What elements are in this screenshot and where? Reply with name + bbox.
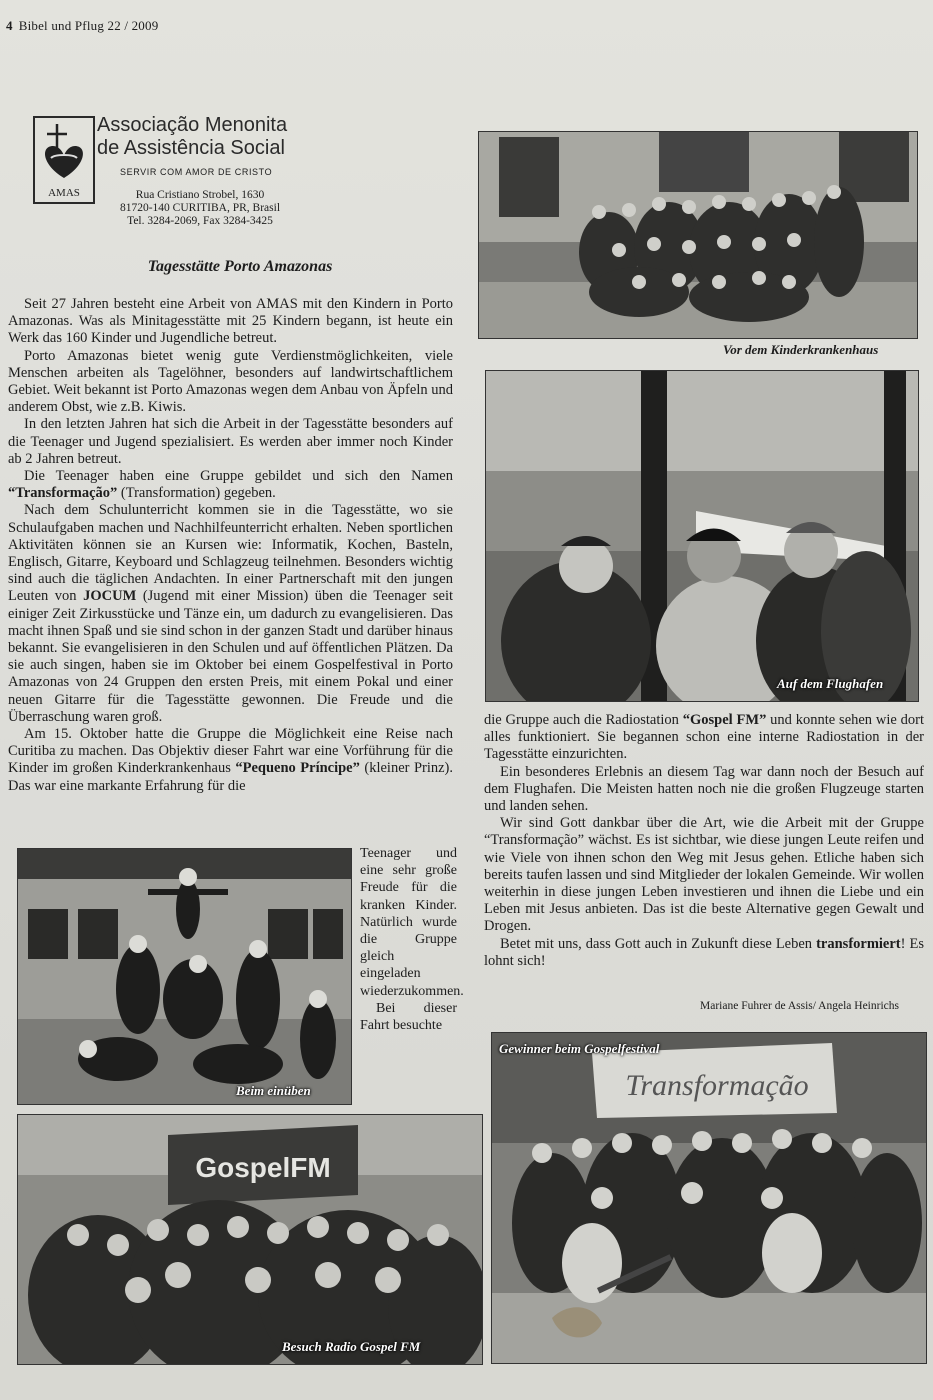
paragraph: Am 15. Oktober hatte die Gruppe die Möglichkeit eine Reise nach Curitiba zu machen. Das Objektiv dieser Fahrt war eine Vorführung für die Kinder im großen Kinderkrankenhaus “Pequeno Príncipe” (kleiner Prinz). Das war eine markante Erfahrung für die <box>8 726 454 794</box>
org-name-line2: de Assistência Social <box>97 137 285 159</box>
address-line: Rua Cristiano Strobel, 1630 <box>135 189 265 201</box>
festival-photo-image <box>492 1033 926 1363</box>
running-header <box>6 18 158 34</box>
group-photo-image <box>479 132 917 338</box>
caption-practice: Beim einüben <box>236 1083 311 1098</box>
org-address <box>100 189 300 228</box>
paragraph: Bei dieser Fahrt besuchte <box>360 1000 457 1034</box>
photo-airport <box>485 370 919 702</box>
caption-festival: Gewinner beim Gospelfestival <box>499 1041 660 1056</box>
photo-hospital-group <box>478 131 918 339</box>
paragraph: Teenager und eine sehr große Freude für die kranken Kinder. Natürlich wurde die Gruppe gleich eingeladen wiederzukommen. <box>360 846 464 999</box>
paragraph: Ein besonderes Erlebnis an diesem Tag war dann noch der Besuch auf dem Flughafen. Die Meisten hatten noch nie die großen Flugzeuge starten und landen sehen. <box>484 763 924 815</box>
caption-airport: Auf dem Flughafen <box>777 676 884 691</box>
paragraph: die Gruppe auch die Radiostation “Gospel FM” und konnte sehen wie dort alles funktioniert. Sie begannen schon eine interne Radiostation in der Tagesstätte einzurichten. <box>484 712 925 763</box>
address-line: 81720-140 CURITIBA, PR, Brasil <box>119 202 281 214</box>
caption-radio: Besuch Radio Gospel FM <box>282 1339 421 1354</box>
heart-cross-icon <box>35 118 93 202</box>
narrow-column-text <box>360 845 464 1034</box>
svg-text:Transformação: Transformação <box>625 1069 809 1102</box>
photo-practice <box>17 848 352 1105</box>
amas-logo <box>33 116 95 204</box>
svg-text:AMAS: AMAS <box>48 187 80 199</box>
paragraph: Wir sind Gott dankbar über die Art, wie die Arbeit mit der Gruppe “Transformação” wächst. Es ist sichtbar, wie diese jungen Leute reifen und wie Viele von ihnen schon den Weg mit Jesus gehen. Etliche haben sich bereits taufen lassen und sind Mitglieder der lokalen Gemeinde. Wir wollen weiterhin in diese jungen Leben investieren und ihnen die Liebe und ein Leben mit Jesus anbieten. Das ist die beste Alternative gegen Gewalt und Drogen. <box>484 815 924 935</box>
org-tagline: SERVIR COM AMOR DE CRISTO <box>120 167 273 177</box>
article-title: Tagesstätte Porto Amazonas <box>147 258 333 275</box>
photo-festival <box>491 1032 927 1364</box>
paragraph: In den letzten Jahren hat sich die Arbeit in der Tagesstätte besonders auf die Teenager und Jugend spezialisiert. Es werden aber immer noch Kinder ab 2 Jahren betreut. <box>8 416 453 467</box>
article-author: Mariane Fuhrer de Assis/ Angela Heinrichs <box>700 1000 899 1012</box>
paragraph: Betet mit uns, dass Gott auch in Zukunft diese Leben transformiert! Es lohnt sich! <box>484 935 924 969</box>
left-column-text <box>8 296 453 795</box>
caption-hospital: Vor dem Kinderkrankenhaus <box>723 342 879 357</box>
practice-photo-image <box>18 849 351 1104</box>
airport-photo-image <box>486 371 918 701</box>
page-number: 4 <box>6 18 13 33</box>
address-line: Tel. 3284-2069, Fax 3284-3425 <box>127 215 273 227</box>
radio-photo-image <box>18 1115 482 1364</box>
paragraph: Porto Amazonas bietet wenig gute Verdienstmöglichkeiten, viele Menschen arbeiten als Tagelöhner, besonders auf landwirtschaftlichem Gebiet. Weit bekannt ist Porto Amazonas wegen dem Anbau von Äpfeln und anderem Obst, wie z.B. Kiwis. <box>8 347 453 416</box>
paragraph: Die Teenager haben eine Gruppe gebildet und sich den Namen “Transformação” (Transformation) gegeben. <box>8 468 453 502</box>
paragraph: Nach dem Schulunterricht kommen sie in die Tagesstätte, wo sie Schulaufgaben machen und Nachhilfeunterricht erhalten. Neben sportlichen Aktivitäten können sie an Kursen wie: Informatik, Kochen, Basteln, Englisch, Gitarre, Keyboard und Schlagzeug teilnehmen. Besonders wichtig sind auch die täglichen Andachten. In einer Partnerschaft mit den jungen Leuten von JOCUM (Jugend mit einer Mission) üben die Teenager seit einiger Zeit Zirkusstücke und Tänze ein, um dadurch zu evangelisieren. Das macht ihnen Spaß und sie sind schon in der ganzen Stadt und darüber hinaus bekannt. Sie evangelisieren in den Schulen und auf öffentlichen Plätzen. Da sie auch singen, haben sie im Oktober bei einem Gospelfestival in Porto Amazonas von 24 Gruppen den ersten Preis, mit einem Pokal und einer neuen Gitarre für die Tagesstätte gewonnen. Die Freude und die Überraschung waren groß. <box>8 502 454 725</box>
photo-radio <box>17 1114 483 1365</box>
paragraph: Seit 27 Jahren besteht eine Arbeit von AMAS mit den Kindern in Porto Amazonas. Was als Minitagesstätte mit 25 Kindern begann, ist heute ein Werk das 160 Kinder und Jugendliche betreut. <box>8 296 453 347</box>
org-name-line1: Associação Menonita <box>97 114 288 136</box>
right-column-text <box>484 712 924 970</box>
journal-title: Bibel und Pflug 22 / 2009 <box>18 18 159 33</box>
svg-text:GospelFM: GospelFM <box>195 1152 331 1183</box>
